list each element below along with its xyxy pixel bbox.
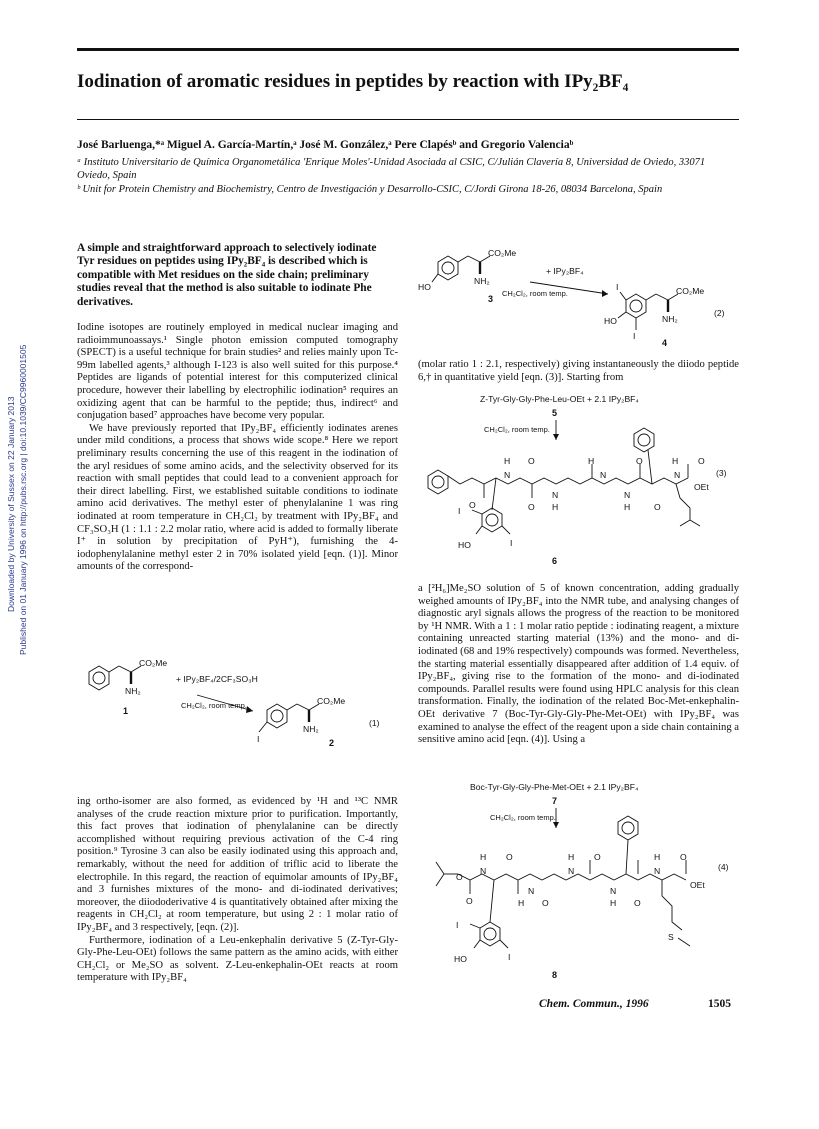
eq2-nh2: NH₂ <box>474 276 490 286</box>
eq2-product-nh2: NH₂ <box>662 314 678 324</box>
eq2-hydroxy: HO <box>418 282 431 292</box>
eq2-iodo-bottom: I <box>633 331 636 341</box>
eq2-number: (2) <box>714 308 725 318</box>
eq3-n-5: N <box>674 470 681 480</box>
eq3-compound-6: 6 <box>552 556 558 566</box>
results-paragraph: We have previously reported that IPy₂BF₄ efficiently iodinates arenes under mild conditions, a process that shows wide scope.⁸ Here we report preliminary results concerning the use of this reagent in the iodination of the aryl residues of some amino acids, and the selectivity observed for its reaction with small peptides that could lead to a convenient approach for their direct labelling. First, we established suitable conditions to iodinate amino acid derivatives. The methyl ester of phenylalanine 1 was ring iodinated at room temperature in CH₂Cl₂ by treatment with IPy₂BF₄ and CF₃SO₃H (1 : 1.1 : 2.2 molar ratio, where acid is added to formally liberate I⁺ in solution by precipitation of PyH⁺), furnishing the 4-iodophenylalanine methyl ester 2 in 70% isolated yield [eqn. (1)]. Minor amounts of the correspond- <box>77 422 398 573</box>
eq4-iodo-1: I <box>456 920 459 930</box>
left-column-bottom <box>77 796 398 985</box>
diiodo-paragraph: (molar ratio 1 : 2.1, respectively) giving instantaneously the diiodo peptide 6,† in quantitative yield [eqn. (3)]. Starting from <box>418 359 739 383</box>
eq3-number: (3) <box>716 468 727 478</box>
eq3-o-1: O <box>469 500 476 510</box>
eq4-o-2: O <box>506 852 513 862</box>
eq4-o-1: O <box>466 896 473 906</box>
enkephalin-paragraph: Furthermore, iodination of a Leu-enkephalin derivative 5 (Z-Tyr-Gly-Gly-Phe-Leu-OEt) follows the same pattern as the amino acids, with either CH₂Cl₂ or Me₂SO as solvent. Z-Leu-enkephalin-OEt reacts at room temperature with IPy₂BF₄ <box>77 934 398 984</box>
top-rule <box>77 48 739 51</box>
eq4-hydroxy: HO <box>454 954 467 964</box>
eq4-h-2: H <box>518 898 525 908</box>
eq1-conditions: CH₂Cl₂, room temp. <box>181 701 247 710</box>
eq3-conditions: CH₂Cl₂, room temp. <box>484 425 550 434</box>
eq3-reaction: Z-Tyr-Gly-Gly-Phe-Leu-OEt + 2.1 IPy₂BF₄ <box>480 394 639 404</box>
eq4-compound-8: 8 <box>552 970 558 980</box>
eq3-o-4: O <box>636 456 643 466</box>
affiliation-b: ᵇ Unit for Protein Chemistry and Biochemistry, Centro de Investigación y Desarrollo-CSIC, C/Jordi Girona 18-26, 08034 Barcelona, Spain <box>77 184 663 195</box>
scheme-equation-2 <box>418 244 739 346</box>
eq2-reagent: + IPy₂BF₄ <box>546 266 584 276</box>
eq1-iodo: I <box>257 734 260 744</box>
intro-paragraph: Iodine isotopes are routinely employed in medical nuclear imaging and radioimmunoassays.¹ Single photon emission computed tomography (SPECT) is a useful technique for brain studies² and relies mainly upon Tc-99m labelled agents,³ although I-123 is also well suited for this purpose.⁴ Peptides are ligands of potential interest for this computerized clinical procedure, however their labelling by electrophilic iodination⁵ requires an oxidizing agent that can be harmful to the peptide; thus, indirect⁶ and conjugation based⁷ approaches have become very popular. <box>77 322 398 422</box>
eq4-h-5: H <box>654 852 661 862</box>
title-rule <box>77 119 739 120</box>
scheme-equation-1 <box>77 652 398 774</box>
eq3-h-1: H <box>504 456 511 466</box>
eq4-number: (4) <box>718 862 729 872</box>
eq4-h-3: H <box>568 852 575 862</box>
eq3-hydroxy: HO <box>458 540 471 550</box>
eq4-o-5: O <box>634 898 641 908</box>
eq3-h-4: H <box>624 502 631 512</box>
eq4-n-5: N <box>654 866 661 876</box>
nmr-paragraph: a [²H₆]Me₂SO solution of 5 of known concentration, adding gradually weighed amounts of IPy₂BF₄ into the NMR tube, and analysing changes of diagnostic aryl signals allows the progress of the reaction to be monitored by ¹H NMR. With a 1 : 1 molar ratio peptide : iodinating reagent, a mixture containing unreacted starting material (13%) and the mono- and di-iodinated (68 and 19% respectively) compounds was formed. Nevertheless, the starting material essentially disappeared after addition of 1.4 equiv. of IPy₂BF₄, giving rise to the formation of the mono- and di-iodinated compounds. Parallel results were found using HPLC analysis for this clean transformation. Finally, the iodination of the related Boc-Met-enkephalin-OEt derivative 7 (Boc-Tyr-Gly-Gly-Phe-Met-OEt) with IPy₂BF₄ was examined to analyse the effect of the reagent upon a side chain containing a sensitive amino acid [eqn. (4)]. Using a <box>418 583 739 746</box>
right-column-top <box>418 359 739 384</box>
affiliation-a: ᵃ Instituto Universitario de Química Organometálica 'Enrique Moles'-Unidad Asociada al CSIC, C/Julián Clavería 8, Universidad de Oviedo, 33071 Oviedo, Spain <box>77 157 706 181</box>
eq3-h-2: H <box>552 502 559 512</box>
eq4-oet: OEt <box>690 880 705 890</box>
scheme-equation-4 <box>418 776 739 982</box>
left-column-top <box>77 322 398 574</box>
eq3-o-3: O <box>528 502 535 512</box>
eq4-o-3: O <box>542 898 549 908</box>
eq1-product-nh2: NH₂ <box>303 724 319 734</box>
article-title: Iodination of aromatic residues in peptides by reaction with IPy₂BF₄ <box>77 71 629 92</box>
eq4-n-2: N <box>528 886 535 896</box>
eq2-compound-3: 3 <box>488 294 494 304</box>
eq4-compound-7: 7 <box>552 796 558 806</box>
eq4-o-6: O <box>680 852 687 862</box>
eq4-n-4: N <box>610 886 617 896</box>
eq2-co2me: CO₂Me <box>488 248 517 258</box>
eq1-co2me: CO₂Me <box>139 658 168 668</box>
right-column-bottom <box>418 583 739 747</box>
eq3-n-1: N <box>504 470 511 480</box>
eq3-n-4: N <box>624 490 631 500</box>
eq3-h-3: H <box>588 456 595 466</box>
download-notice: Downloaded by University of Sussex on 22 January 2013 <box>6 396 16 612</box>
eq4-h-1: H <box>480 852 487 862</box>
eq4-o-boc: O <box>456 872 463 882</box>
eq3-h-5: H <box>672 456 679 466</box>
eq4-reaction: Boc-Tyr-Gly-Gly-Phe-Met-OEt + 2.1 IPy₂BF₄ <box>470 782 639 792</box>
eq1-reagent: + IPy₂BF₄/2CF₃SO₃H <box>176 674 258 684</box>
eq4-conditions: CH₂Cl₂, room temp. <box>490 813 556 822</box>
eq1-number: (1) <box>369 718 380 728</box>
eq3-iodo-2: I <box>510 538 513 548</box>
eq2-conditions: CH₂Cl₂, room temp. <box>502 289 568 298</box>
eq1-nh2: NH₂ <box>125 686 141 696</box>
eq4-h-4: H <box>610 898 617 908</box>
eq1-product-co2me: CO₂Me <box>317 696 346 706</box>
eq3-compound-5: 5 <box>552 408 558 418</box>
eq3-n-3: N <box>600 470 607 480</box>
footer-journal: Chem. Commun., 1996 <box>539 998 649 1010</box>
eq3-o-6: O <box>698 456 705 466</box>
eq2-product-hydroxy: HO <box>604 316 617 326</box>
eq1-compound-2: 2 <box>329 738 335 748</box>
footer-page: 1505 <box>708 998 731 1010</box>
eq4-iodo-2: I <box>508 952 511 962</box>
publication-notice: Published on 01 January 1996 on http://pubs.rsc.org | doi:10.1039/CC9960001505 <box>18 344 28 655</box>
eq3-oet: OEt <box>694 482 709 492</box>
eq2-compound-4: 4 <box>662 338 668 346</box>
eq2-product-co2me: CO₂Me <box>676 286 705 296</box>
eq3-o-5: O <box>654 502 661 512</box>
author-list: José Barluenga,*ᵃ Miguel A. García-Martín,ᵃ José M. González,ᵃ Pere Clapésᵇ and Gregorio Valenciaᵇ <box>77 139 574 151</box>
eq4-sulfur: S <box>668 932 674 942</box>
eq4-o-4: O <box>594 852 601 862</box>
eq4-n-1: N <box>480 866 487 876</box>
eq4-n-3: N <box>568 866 575 876</box>
scheme-equation-3 <box>418 388 739 580</box>
continuation-paragraph: ing ortho-isomer are also formed, as evidenced by ¹H and ¹³C NMR analyses of the crude reaction mixture prior to purification. Importantly, this fact proves that iodination of phenylalanine can be directly accomplished without requiring previous activation of the C-4 ring position.⁹ Tyrosine 3 can also be easily iodinated using this approach and, remarkably, without the need for addition of triflic acid to liberate the electrophile. In this regard, the reaction of equimolar amounts of IPy₂BF₄ and 3 furnishes mixtures of the mono- and di-iodinated derivatives; moreover, the diiododerivative 4 is quantitatively obtained after mixing the reagents in CH₂Cl₂ at room temperature, but using 2 : 1 molar ratio of IPy₂BF₄ and 3 respectively, [eqn. (2)]. <box>77 796 398 933</box>
eq2-iodo-top: I <box>616 282 619 292</box>
eq1-compound-1: 1 <box>123 706 129 716</box>
eq3-iodo-1: I <box>458 506 461 516</box>
abstract: A simple and straightforward approach to selectively iodinate Tyr residues on peptides using IPy₂BF₄ is described which is compatible with Met residues on the side chain; preliminary studies reveal that the method is also suitable to iodinate Phe derivatives. <box>77 242 377 308</box>
eq3-o-2: O <box>528 456 535 466</box>
eq3-n-2: N <box>552 490 559 500</box>
